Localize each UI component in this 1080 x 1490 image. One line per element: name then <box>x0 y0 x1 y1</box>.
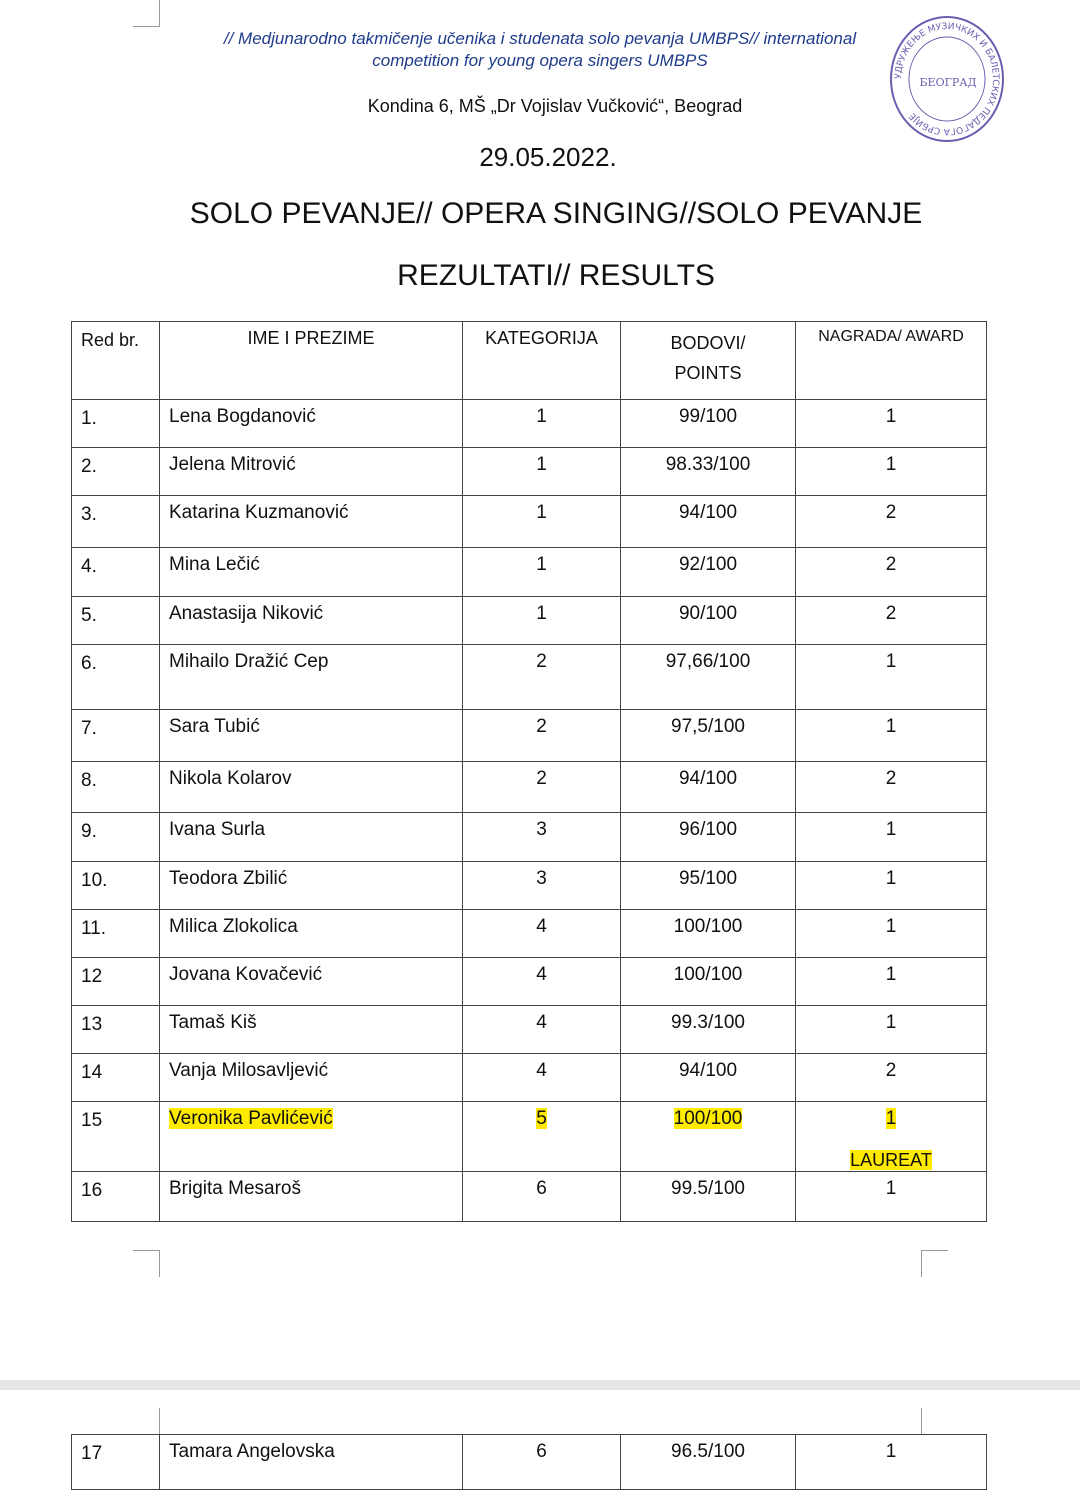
award: 1 <box>796 710 987 762</box>
points <box>621 1102 796 1172</box>
category: 1 <box>463 400 621 448</box>
category: 2 <box>463 710 621 762</box>
table-row <box>72 1172 987 1222</box>
page-corner-mark <box>133 0 160 27</box>
official-stamp-icon <box>888 14 1006 144</box>
row-number: 17 <box>72 1435 160 1490</box>
award: 2 <box>796 597 987 645</box>
table-row <box>72 958 987 1006</box>
points: 94/100 <box>621 496 796 548</box>
column-header-points: BODOVI/ POINTS <box>621 322 796 400</box>
row-number: 3. <box>72 496 160 548</box>
participant-name: Jelena Mitrović <box>160 448 463 496</box>
points: 99/100 <box>621 400 796 448</box>
award-text: 1 <box>885 1108 897 1129</box>
date: 29.05.2022. <box>479 142 617 172</box>
points: 96/100 <box>621 813 796 862</box>
column-header-name: IME I PREZIME <box>160 322 463 400</box>
points: 95/100 <box>621 862 796 910</box>
competition-name: // Medjunarodno takmičenje učenika i studenata solo pevanja UMBPS// international competition for young opera singers UMBPS <box>223 29 857 70</box>
table-row <box>72 1054 987 1102</box>
points: 99.3/100 <box>621 1006 796 1054</box>
participant-name: Teodora Zbilić <box>160 862 463 910</box>
points: 94/100 <box>621 762 796 813</box>
award: 1 <box>796 645 987 710</box>
participant-name: Sara Tubić <box>160 710 463 762</box>
document-page-2 <box>0 1390 1080 1477</box>
participant-name: Tamara Angelovska <box>160 1435 463 1490</box>
points: 96.5/100 <box>621 1435 796 1490</box>
points: 97,66/100 <box>621 645 796 710</box>
category: 2 <box>463 762 621 813</box>
points: 94/100 <box>621 1054 796 1102</box>
category: 1 <box>463 597 621 645</box>
award: 1 <box>796 958 987 1006</box>
row-number: 1. <box>72 400 160 448</box>
category-text: 5 <box>536 1108 547 1129</box>
row-number: 14 <box>72 1054 160 1102</box>
table-row <box>72 645 987 710</box>
participant-name: Anastasija Niković <box>160 597 463 645</box>
category: 3 <box>463 862 621 910</box>
row-number: 2. <box>72 448 160 496</box>
row-number: 10. <box>72 862 160 910</box>
participant-name: Vanja Milosavljević <box>160 1054 463 1102</box>
participant-name-text: Veronika Pavlićević <box>169 1108 333 1129</box>
svg-text:УДРУЖЕЊЕ МУЗИЧКИХ И БАЛЕТСКИХ: УДРУЖЕЊЕ МУЗИЧКИХ И БАЛЕТСКИХ ПЕДАГОГА СРБИЈЕ <box>893 21 1001 137</box>
page-corner-mark <box>921 1408 948 1435</box>
participant-name: Ivana Surla <box>160 813 463 862</box>
page-corner-mark <box>133 1408 160 1435</box>
category: 4 <box>463 958 621 1006</box>
category: 4 <box>463 910 621 958</box>
page-title: SOLO PEVANJE// OPERA SINGING//SOLO PEVANJE <box>189 197 923 230</box>
table-row <box>72 910 987 958</box>
category: 1 <box>463 448 621 496</box>
page-corner-mark <box>921 1250 948 1277</box>
award: 2 <box>796 1054 987 1102</box>
category: 3 <box>463 813 621 862</box>
award: 1 <box>796 813 987 862</box>
category: 6 <box>463 1172 621 1222</box>
row-number: 15 <box>72 1102 160 1172</box>
participant-name: Mihailo Dražić Cep <box>160 645 463 710</box>
points: 98.33/100 <box>621 448 796 496</box>
points: 90/100 <box>621 597 796 645</box>
points: 97,5/100 <box>621 710 796 762</box>
table-row <box>72 1006 987 1054</box>
table-row <box>72 1435 987 1490</box>
award: 2 <box>796 496 987 548</box>
participant-name: Brigita Mesaroš <box>160 1172 463 1222</box>
row-number: 12 <box>72 958 160 1006</box>
row-number: 8. <box>72 762 160 813</box>
svg-text:БЕОГРАД: БЕОГРАД <box>919 76 977 89</box>
participant-name: Jovana Kovačević <box>160 958 463 1006</box>
award: 1 <box>796 448 987 496</box>
category: 2 <box>463 645 621 710</box>
award: 1 <box>796 1006 987 1054</box>
table-row <box>72 448 987 496</box>
page-subtitle: REZULTATI// RESULTS <box>397 259 715 292</box>
category <box>463 1102 621 1172</box>
award: 2 <box>796 762 987 813</box>
table-row <box>72 710 987 762</box>
award: 2 <box>796 548 987 597</box>
table-row <box>72 1102 987 1172</box>
points: 99.5/100 <box>621 1172 796 1222</box>
row-number: 11. <box>72 910 160 958</box>
participant-name: Katarina Kuzmanović <box>160 496 463 548</box>
row-number: 16 <box>72 1172 160 1222</box>
page-corner-mark <box>133 1250 160 1277</box>
participant-name: Lena Bogdanović <box>160 400 463 448</box>
award: 1 <box>796 910 987 958</box>
participant-name: Nikola Kolarov <box>160 762 463 813</box>
award: 1 <box>796 1435 987 1490</box>
category: 4 <box>463 1054 621 1102</box>
award: 1 <box>796 400 987 448</box>
results-table <box>71 321 987 1222</box>
row-number: 6. <box>72 645 160 710</box>
table-row <box>72 597 987 645</box>
row-number: 7. <box>72 710 160 762</box>
points: 92/100 <box>621 548 796 597</box>
table-row <box>72 813 987 862</box>
table-row <box>72 400 987 448</box>
results-table-continued <box>71 1434 987 1490</box>
category: 1 <box>463 496 621 548</box>
category: 6 <box>463 1435 621 1490</box>
points: 100/100 <box>621 958 796 1006</box>
address: Kondina 6, MŠ „Dr Vojislav Vučković“, Beograd <box>367 96 743 116</box>
category: 4 <box>463 1006 621 1054</box>
page-gap <box>0 1380 1080 1390</box>
laureat-text: LAUREAT <box>850 1150 932 1170</box>
category: 1 <box>463 548 621 597</box>
column-header-category: KATEGORIJA <box>463 322 621 400</box>
row-number: 5. <box>72 597 160 645</box>
participant-name: Tamaš Kiš <box>160 1006 463 1054</box>
award: 1 <box>796 862 987 910</box>
row-number: 13 <box>72 1006 160 1054</box>
table-row <box>72 862 987 910</box>
table-row <box>72 762 987 813</box>
laureat-label <box>796 1150 986 1171</box>
row-number: 9. <box>72 813 160 862</box>
column-header-no: Red br. <box>72 322 160 400</box>
points: 100/100 <box>621 910 796 958</box>
participant-name <box>160 1102 463 1172</box>
row-number: 4. <box>72 548 160 597</box>
points-text: 100/100 <box>673 1108 743 1129</box>
award <box>796 1102 987 1172</box>
award: 1 <box>796 1172 987 1222</box>
column-header-award: NAGRADA/ AWARD <box>796 322 987 400</box>
table-row <box>72 548 987 597</box>
table-header-row <box>72 322 987 400</box>
participant-name: Milica Zlokolica <box>160 910 463 958</box>
participant-name: Mina Lečić <box>160 548 463 597</box>
table-row <box>72 496 987 548</box>
